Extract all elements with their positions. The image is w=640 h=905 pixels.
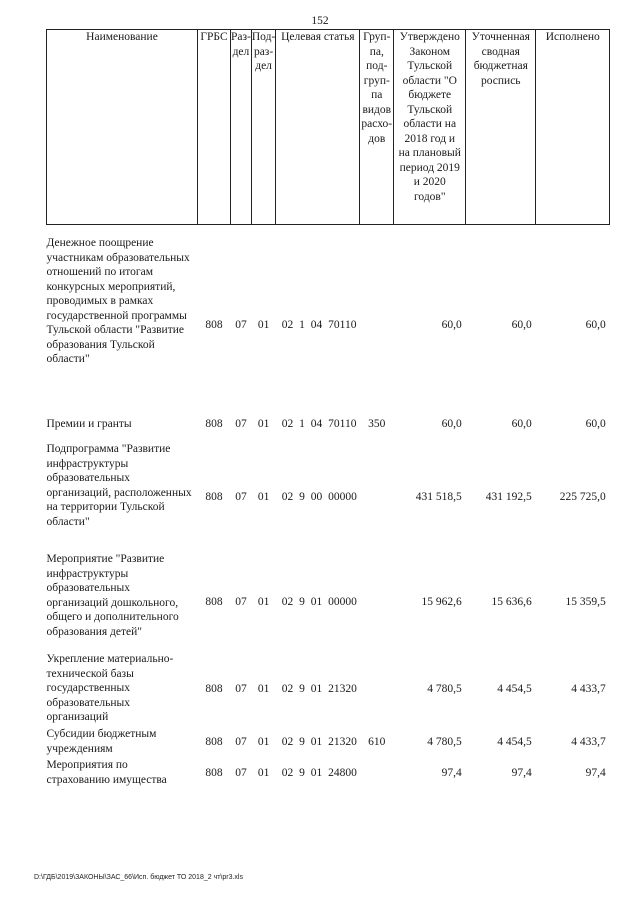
row-grbs: 808 xyxy=(205,736,223,749)
row-name: Подпрограмма "Развитие инфраструктуры образовательных организаций, расположенных на территории Тульской области" xyxy=(46,443,192,528)
row-podrazdel: 01 xyxy=(257,417,270,430)
row-utochnennaya: 4 454,5 xyxy=(497,683,532,696)
row-utverzhdeno: 4 780,5 xyxy=(427,683,462,696)
row-celevaya: 02 9 01 21320 xyxy=(281,736,357,749)
row-vid: 350 xyxy=(368,417,386,430)
table-header-row xyxy=(47,30,610,225)
row-grbs: 808 xyxy=(205,683,223,696)
table-row xyxy=(47,236,610,414)
row-vid xyxy=(360,236,394,414)
row-vid: 610 xyxy=(368,736,386,749)
header-utverzhdeno: Утверждено Законом Тульской области "О бюджете Тульской области на 2018 год и на плановый период 2019 и 2020 годов" xyxy=(394,30,466,225)
row-razdel: 07 xyxy=(235,683,247,696)
row-name: Субсидии бюджетным учреждениям xyxy=(46,728,157,755)
row-vid xyxy=(360,552,394,652)
row-name: Укрепление материально-технической базы государственных образовательных организаций xyxy=(46,653,174,723)
row-grbs: 808 xyxy=(205,417,223,430)
table-row xyxy=(47,758,610,789)
row-vid xyxy=(360,652,394,727)
row-razdel: 07 xyxy=(235,417,247,430)
row-ispolneno: 4 433,7 xyxy=(571,736,606,749)
row-utverzhdeno: 60,0 xyxy=(441,318,462,331)
row-podrazdel: 01 xyxy=(257,595,270,608)
row-ispolneno: 225 725,0 xyxy=(559,490,606,503)
row-utochnennaya: 97,4 xyxy=(511,767,532,780)
row-grbs: 808 xyxy=(205,767,223,780)
header-utochnennaya: Уточненная сводная бюджетная роспись xyxy=(466,30,536,225)
table-row xyxy=(47,552,610,652)
row-podrazdel: 01 xyxy=(257,318,270,331)
row-vid xyxy=(360,442,394,552)
row-utverzhdeno: 15 962,6 xyxy=(421,595,462,608)
page-number: 152 xyxy=(311,15,329,27)
row-name: Мероприятие "Развитие инфраструктуры образовательных организаций дошкольного, общего и дополнительного образования детей" xyxy=(46,553,179,638)
row-grbs: 808 xyxy=(205,318,223,331)
row-podrazdel: 01 xyxy=(257,767,270,780)
budget-table xyxy=(46,29,610,789)
row-ispolneno: 60,0 xyxy=(585,417,606,430)
table-row xyxy=(47,652,610,727)
row-razdel: 07 xyxy=(235,595,247,608)
row-podrazdel: 01 xyxy=(257,683,270,696)
row-podrazdel: 01 xyxy=(257,490,270,503)
row-utochnennaya: 4 454,5 xyxy=(497,736,532,749)
row-utverzhdeno: 4 780,5 xyxy=(427,736,462,749)
row-utverzhdeno: 97,4 xyxy=(441,767,462,780)
row-utverzhdeno: 431 518,5 xyxy=(415,490,462,503)
header-celevaya: Целевая статья xyxy=(276,30,360,225)
row-utverzhdeno: 60,0 xyxy=(441,417,462,430)
row-ispolneno: 15 359,5 xyxy=(565,595,606,608)
row-celevaya: 02 9 00 00000 xyxy=(281,490,357,503)
row-razdel: 07 xyxy=(235,490,247,503)
row-podrazdel: 01 xyxy=(257,736,270,749)
row-grbs: 808 xyxy=(205,595,223,608)
row-celevaya: 02 1 04 70110 xyxy=(281,417,357,430)
row-utochnennaya: 15 636,6 xyxy=(491,595,532,608)
row-utochnennaya: 60,0 xyxy=(511,417,532,430)
row-name: Денежное поощрение участникам образовательных отношений по итогам конкурсных мероприятий, проводимых в рамках государственной программы Тульской области "Развитие образования Тульской области" xyxy=(46,237,190,365)
row-ispolneno: 97,4 xyxy=(585,767,606,780)
row-name: Премии и гранты xyxy=(46,417,132,430)
header-razdel: Раз- дел xyxy=(231,30,252,225)
row-celevaya: 02 1 04 70110 xyxy=(281,318,357,331)
row-ispolneno: 60,0 xyxy=(585,318,606,331)
table-row xyxy=(47,442,610,552)
row-razdel: 07 xyxy=(235,736,247,749)
row-razdel: 07 xyxy=(235,318,247,331)
table-row xyxy=(47,727,610,758)
row-name: Мероприятия по страхованию имущества xyxy=(46,759,167,786)
header-podrazdel: Под- раз- дел xyxy=(251,30,275,225)
header-name: Наименование xyxy=(47,30,198,225)
row-grbs: 808 xyxy=(205,490,223,503)
file-path-footer: D:\ГДБ\2019\ЗАКОНЫ\ЗАС_66\Исп. бюджет ТО 2018_2 чт\pr3.xls xyxy=(34,874,243,881)
row-celevaya: 02 9 01 24800 xyxy=(281,767,357,780)
header-ispolneno: Исполнено xyxy=(536,30,610,225)
row-utochnennaya: 431 192,5 xyxy=(485,490,532,503)
table-row xyxy=(47,414,610,434)
row-vid xyxy=(360,758,394,789)
header-grbs: ГРБС xyxy=(198,30,231,225)
header-gruppa: Груп- па, под- груп- па видов расхо- дов xyxy=(360,30,394,225)
row-utochnennaya: 60,0 xyxy=(511,318,532,331)
spacer xyxy=(47,225,610,237)
row-ispolneno: 4 433,7 xyxy=(571,683,606,696)
row-celevaya: 02 9 01 00000 xyxy=(281,595,357,608)
row-celevaya: 02 9 01 21320 xyxy=(281,683,357,696)
spacer xyxy=(47,434,610,442)
row-razdel: 07 xyxy=(235,767,247,780)
